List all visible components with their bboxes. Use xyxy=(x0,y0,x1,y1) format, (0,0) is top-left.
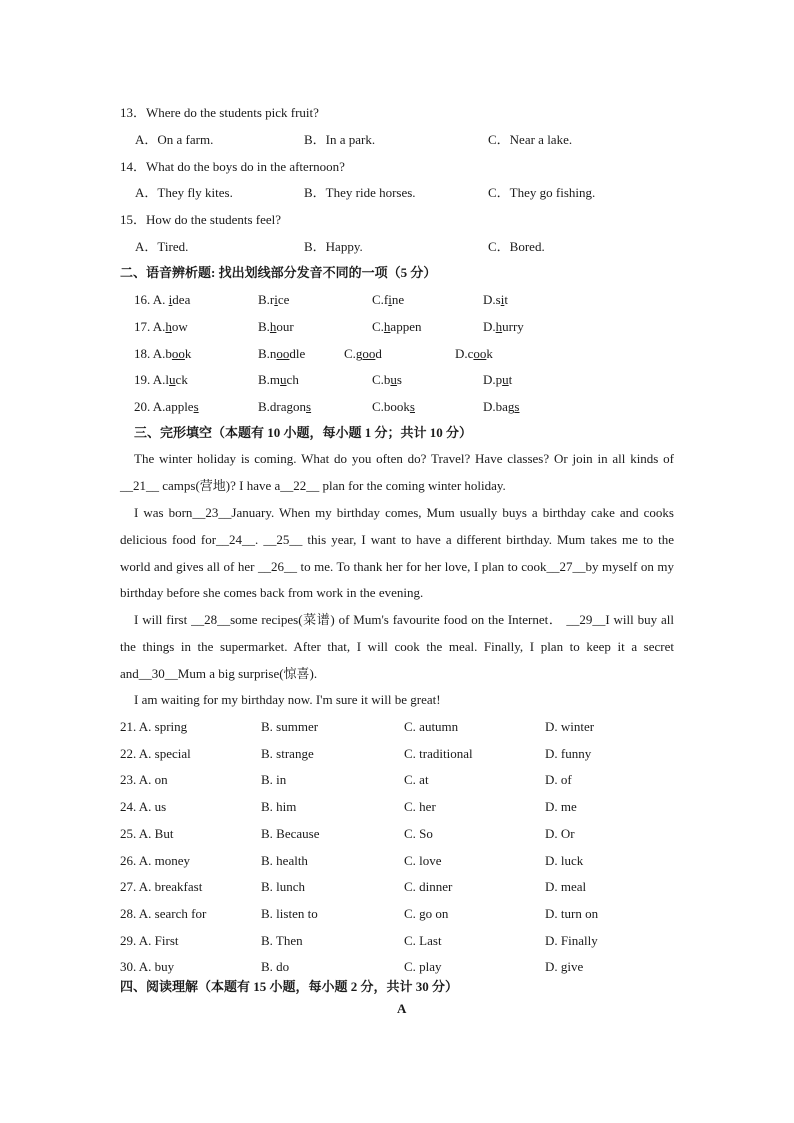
word-prefix: B.r xyxy=(258,292,275,307)
word-suffix: ne xyxy=(391,292,405,307)
word-suffix: ck xyxy=(175,372,188,388)
cloze-q30-option-a: 30. A. buy xyxy=(120,959,175,975)
word-prefix: D. xyxy=(483,318,496,334)
word-prefix: C.b xyxy=(372,372,391,388)
question-14-option-b: B．They ride horses. xyxy=(304,185,416,200)
word-prefix: l xyxy=(165,372,170,388)
underlined-letters: u xyxy=(502,372,509,388)
underlined-letters: s xyxy=(193,399,199,415)
cloze-q23-option-d: D. of xyxy=(545,772,572,788)
phonetics-q17-number: 17. A. xyxy=(134,318,166,334)
cloze-q28-option-d: D. turn on xyxy=(545,905,599,921)
phonetics-q18-option-c xyxy=(344,346,382,362)
reading-section-label: A xyxy=(397,1001,407,1016)
underlined-letters: h xyxy=(165,318,172,334)
word-suffix: ce xyxy=(277,292,290,307)
underlined-letters: i xyxy=(168,292,173,307)
cloze-q21-option-b: B. summer xyxy=(261,719,319,734)
phonetics-q19-option-b xyxy=(258,372,299,388)
cloze-q28-option-c: C. go on xyxy=(404,905,449,921)
word-prefix: B.m xyxy=(258,372,281,388)
cloze-q22-option-a: 22. A. special xyxy=(120,745,191,761)
cloze-q26-option-a: 26. A. money xyxy=(120,852,191,868)
word-prefix: apple xyxy=(165,399,194,415)
word-prefix: b xyxy=(165,345,172,361)
cloze-q27-option-c: C. dinner xyxy=(404,879,453,895)
cloze-q26-option-c: C. love xyxy=(404,852,442,868)
phonetics-q16-option-a xyxy=(134,292,190,308)
question-15-option-a: A．Tired. xyxy=(135,239,189,254)
word-prefix: C.f xyxy=(372,292,389,307)
cloze-q28-option-a: 28. A. search for xyxy=(120,905,207,921)
word-suffix: k xyxy=(184,345,192,361)
phonetics-q20-number: 20. A. xyxy=(134,399,166,415)
word-prefix: C.g xyxy=(344,345,363,361)
phonetics-q19-number: 19. A. xyxy=(134,372,166,388)
phonetics-q16-option-c xyxy=(372,292,404,308)
word-suffix: ow xyxy=(171,318,188,334)
question-15-stem: 15．How do the students feel? xyxy=(120,212,282,227)
underlined-letters: oo xyxy=(171,345,185,361)
cloze-paragraph-4: I am waiting for my birthday now. I'm sure it will be great! xyxy=(134,692,441,707)
phonetics-q17-option-b xyxy=(258,319,294,335)
phonetics-q18-number: 18. A. xyxy=(134,345,166,361)
phonetics-q16-option-d xyxy=(483,292,508,308)
phonetics-q16-option-b xyxy=(258,292,289,308)
underlined-letters: u xyxy=(280,372,287,388)
phonetics-q17-option-d xyxy=(483,319,524,335)
cloze-q22-option-d: D. funny xyxy=(545,745,592,761)
phonetics-q17-option-a xyxy=(134,319,188,335)
phonetics-q19-option-d xyxy=(483,372,512,388)
phonetics-q20-option-c xyxy=(372,399,415,415)
phonetics-q18-option-a xyxy=(134,346,191,362)
phonetics-q16-number: 16. A. xyxy=(134,292,169,307)
underlined-letters: u xyxy=(390,372,397,388)
word-suffix: urry xyxy=(502,318,524,334)
phonetics-q19-option-c xyxy=(372,372,402,388)
phonetics-q17-option-c xyxy=(372,319,421,335)
underlined-letters: i xyxy=(388,292,392,307)
section-4-heading: 四、阅读理解（本题有 15 小题，每小题 2 分，共计 30 分） xyxy=(120,979,459,994)
word-prefix: D.c xyxy=(455,345,474,361)
underlined-letters: s xyxy=(306,399,312,415)
word-suffix: dle xyxy=(289,345,306,361)
underlined-letters: s xyxy=(409,399,415,415)
question-14-option-a: A．They fly kites. xyxy=(135,185,233,200)
cloze-q22-option-c: C. traditional xyxy=(404,745,473,761)
word-suffix: t xyxy=(504,292,508,307)
word-prefix: C. xyxy=(372,318,384,334)
phonetics-q18-option-d xyxy=(455,346,493,362)
word-suffix: d xyxy=(375,345,382,361)
word-prefix: B. xyxy=(258,318,270,334)
cloze-q21-option-c: C. autumn xyxy=(404,719,459,734)
section-2-heading: 二、语音辨析题: 找出划线部分发音不同的一项（5 分） xyxy=(120,265,437,280)
cloze-q25-option-c: C. So xyxy=(404,825,433,841)
cloze-q24-option-a: 24. A. us xyxy=(120,799,167,815)
cloze-q29-option-c: C. Last xyxy=(404,932,442,948)
phonetics-q20-option-d xyxy=(483,399,519,415)
cloze-q30-option-c: C. play xyxy=(404,959,442,975)
phonetics-q20-option-a xyxy=(134,399,199,415)
underlined-letters: oo xyxy=(276,345,290,361)
word-prefix: D.bag xyxy=(483,399,515,415)
cloze-q24-option-b: B. him xyxy=(261,799,297,815)
word-suffix: appen xyxy=(390,318,422,334)
word-prefix: C.book xyxy=(372,399,410,415)
underlined-letters: i xyxy=(274,292,278,307)
underlined-letters: h xyxy=(269,318,277,334)
underlined-letters: h xyxy=(495,318,503,334)
cloze-q27-option-d: D. meal xyxy=(545,879,587,895)
word-suffix: t xyxy=(508,372,513,388)
question-13-option-a: A．On a farm. xyxy=(135,132,214,147)
cloze-q24-option-d: D. me xyxy=(545,799,577,815)
cloze-q27-option-a: 27. A. breakfast xyxy=(120,879,203,895)
cloze-q23-option-c: C. at xyxy=(404,772,429,788)
cloze-q29-option-d: D. Finally xyxy=(545,932,598,948)
cloze-q29-option-a: 29. A. First xyxy=(120,932,179,948)
cloze-q26-option-b: B. health xyxy=(261,852,308,868)
cloze-q26-option-d: D. luck xyxy=(545,852,584,868)
cloze-paragraph-3: I will first __28__some recipes(菜谱) of Mum's favourite food on the Internet． __29__I will buy all the things in the supermarket. After that, I will cook the meal. Finally, I plan to keep it a secret and__30__Mum a big surprise(惊喜). xyxy=(120,612,674,681)
cloze-q30-option-d: D. give xyxy=(545,959,584,975)
question-14-option-c: C．They go fishing. xyxy=(488,185,596,200)
word-suffix: k xyxy=(486,345,493,361)
question-13-option-c: C．Near a lake. xyxy=(488,132,573,147)
cloze-q21-option-a: 21. A. spring xyxy=(120,719,188,734)
question-15-option-b: B．Happy. xyxy=(304,239,363,254)
cloze-q25-option-b: B. Because xyxy=(261,825,320,841)
phonetics-q20-option-b xyxy=(258,399,311,415)
question-15-option-c: C．Bored. xyxy=(488,239,545,254)
underlined-letters: u xyxy=(169,372,176,388)
word-suffix: our xyxy=(276,318,294,334)
cloze-q23-option-b: B. in xyxy=(261,772,287,788)
question-13-option-b: B．In a park. xyxy=(304,132,376,147)
cloze-paragraph-1: The winter holiday is coming. What do you often do? Travel? Have classes? Or join in all kinds of __21__ camps(营地)? I have a__22__ plan for the coming winter holiday. xyxy=(120,451,674,493)
word-prefix: B.dragon xyxy=(258,399,307,415)
cloze-q29-option-b: B. Then xyxy=(261,932,303,948)
word-prefix: B.n xyxy=(258,345,277,361)
question-13-stem: 13．Where do the students pick fruit? xyxy=(120,105,319,120)
cloze-paragraph-2: I was born__23__January. When my birthday comes, Mum usually buys a birthday cake and cooks delicious food for__24__. __25__ this year, I want to have a different birthday. Mum takes me to the world and gives all of her __26__ to me. To thank her for her love, I plan to cook__27__by myself on my birthday before she comes back from work in the evening. xyxy=(120,505,674,601)
cloze-q22-option-b: B. strange xyxy=(261,745,314,761)
underlined-letters: oo xyxy=(473,345,487,361)
section-3-heading: 三、完形填空（本题有 10 小题，每小题 1 分；共计 10 分） xyxy=(134,425,473,440)
word-suffix: s xyxy=(396,372,402,388)
underlined-letters: s xyxy=(514,399,520,415)
underlined-letters: oo xyxy=(362,345,376,361)
word-prefix: D.s xyxy=(483,292,501,307)
word-suffix: dea xyxy=(172,292,191,307)
cloze-q21-option-d: D. winter xyxy=(545,719,595,734)
cloze-q25-option-d: D. Or xyxy=(545,825,575,841)
word-suffix: ch xyxy=(286,372,299,388)
phonetics-q19-option-a xyxy=(134,372,188,388)
cloze-q27-option-b: B. lunch xyxy=(261,879,306,895)
cloze-q23-option-a: 23. A. on xyxy=(120,772,168,788)
phonetics-q18-option-b xyxy=(258,346,305,362)
cloze-q30-option-b: B. do xyxy=(261,959,290,975)
question-14-stem: 14．What do the boys do in the afternoon? xyxy=(120,159,345,174)
cloze-q24-option-c: C. her xyxy=(404,799,436,815)
underlined-letters: h xyxy=(383,318,391,334)
underlined-letters: i xyxy=(500,292,505,307)
word-prefix: D.p xyxy=(483,372,503,388)
cloze-q28-option-b: B. listen to xyxy=(261,905,318,921)
cloze-q25-option-a: 25. A. But xyxy=(120,825,174,841)
